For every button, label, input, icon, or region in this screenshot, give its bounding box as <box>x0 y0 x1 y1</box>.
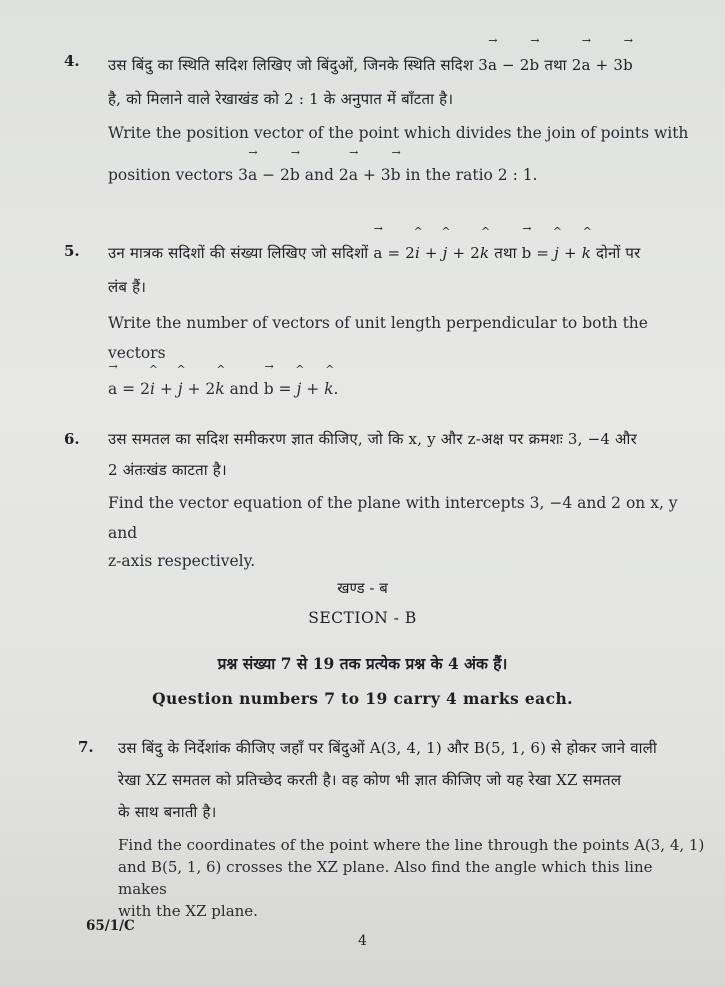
question-number: 4. <box>64 52 80 70</box>
hindi-text: उस समतल का सदिश समीकरण ज्ञात कीजिए, जो कि x, y और z-अक्ष पर क्रमशः 3, −4 और <box>108 430 637 448</box>
hindi-text: लंब हैं। <box>108 278 147 296</box>
hindi-text: उस बिंदु के निर्देशांक कीजिए जहाँ पर बिंदुओं A(3, 4, 1) और B(5, 1, 6) से होकर जाने वाली <box>118 739 657 757</box>
section-heading-hindi: खण्ड - ब <box>337 579 388 597</box>
vector-a-expression: → a = 2^ i + ^ j + 2^ k <box>373 244 489 262</box>
vector-expression: 2→ a + 3→ b <box>572 56 633 74</box>
english-text: with the XZ plane. <box>118 902 258 920</box>
hindi-text: रेखा XZ समतल को प्रतिच्छेद करती है। वह कोण भी ज्ञात कीजिए जो यह रेखा XZ समतल <box>118 771 622 789</box>
vector-b-expression: → b = ^ j + ^ k <box>522 244 591 262</box>
question-5 <box>64 236 705 404</box>
question-7 <box>78 732 705 922</box>
question-number: 5. <box>64 242 80 260</box>
english-text: Write the number of vectors of unit length perpendicular to both the vectors <box>108 314 648 362</box>
page-number: 4 <box>358 933 367 949</box>
vector-expression: 3→ a − 2→ b <box>478 56 539 74</box>
english-text: Find the coordinates of the point where the line through the points A(3, 4, 1) <box>118 836 705 854</box>
hindi-text: है, को मिलाने वाले रेखाखंड को 2 : 1 के अनुपात में बाँटता है। <box>108 90 454 108</box>
hindi-text: उन मात्रक सदिशों की संख्या लिखिए जो सदिशों → a = 2^ i + ^ j + 2^ k तथा → b = ^ j + ^ k दोनों पर <box>108 236 705 270</box>
english-text: z-axis respectively. <box>108 552 256 570</box>
english-text: Find the vector equation of the plane with intercepts 3, −4 and 2 on x, y and <box>108 494 678 542</box>
english-text: position vectors 3→ a − 2→ b and 2→ a + 3→ b in the ratio 2 : 1. <box>108 160 705 190</box>
hindi-text: के साथ बनाती है। <box>118 803 217 821</box>
question-4 <box>64 48 705 190</box>
marks-instruction: Question numbers 7 to 19 carry 4 marks each. <box>152 689 573 708</box>
marks-instruction-hindi: प्रश्न संख्या 7 से 19 तक प्रत्येक प्रश्न के 4 अंक हैं। <box>217 654 508 673</box>
question-number: 7. <box>78 738 94 756</box>
english-text: → a = 2^ i + ^ j + 2^ k and → b = ^ j + ^ k. <box>108 374 705 404</box>
vector-b-expression: → b = ^ j + ^ k. <box>264 380 339 398</box>
paper-code: 65/1/C <box>86 918 135 934</box>
section-heading: SECTION - B <box>308 609 417 627</box>
vector-a-expression: → a = 2^ i + ^ j + 2^ k <box>108 380 225 398</box>
english-text: Write the position vector of the point which divides the join of points with <box>108 124 689 142</box>
hindi-text: उस बिंदु का स्थिति सदिश लिखिए जो बिंदुओं, जिनके स्थिति सदिश 3→ a − 2→ b तथा 2→ a + 3→ b <box>108 48 705 82</box>
vector-expression: 2→ a + 3→ b <box>339 166 401 184</box>
hindi-text: 2 अंतःखंड काटता है। <box>108 461 227 479</box>
vector-expression: 3→ a − 2→ b <box>238 166 300 184</box>
question-6 <box>64 422 705 574</box>
english-text: and B(5, 1, 6) crosses the XZ plane. Also find the angle which this line makes <box>118 858 653 898</box>
question-number: 6. <box>64 430 80 448</box>
